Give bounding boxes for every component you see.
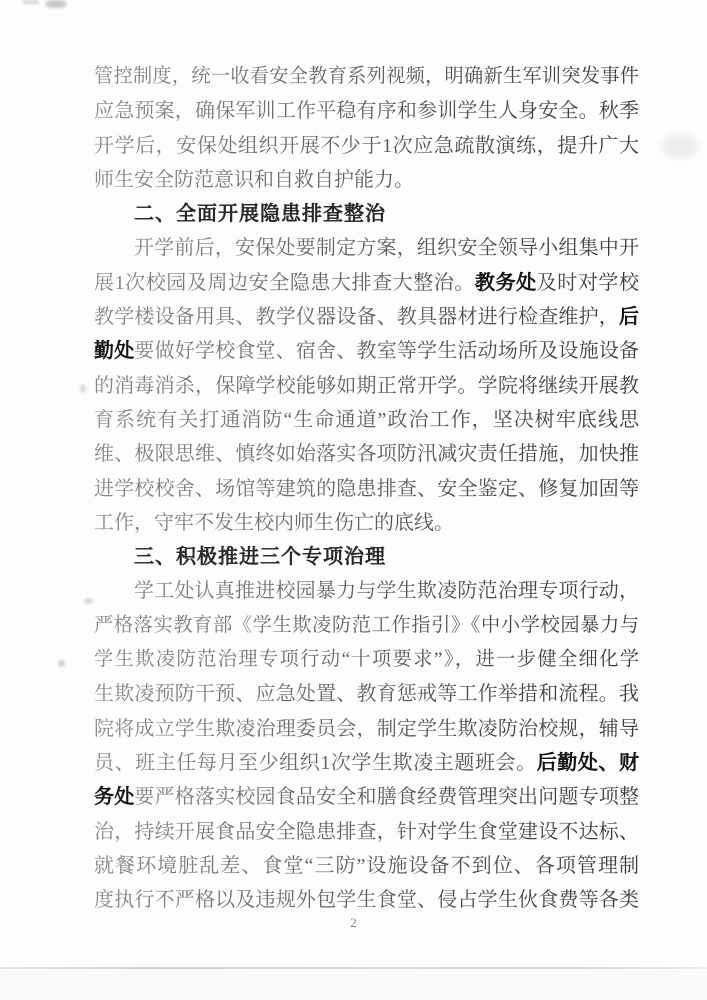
scanner-background <box>0 969 707 1000</box>
text-line <box>94 712 639 746</box>
text-segment: 要严格落实校园食品安全和膳食经费管理突出问题专项整 <box>134 786 640 809</box>
text-line <box>94 163 639 197</box>
text-segment: 学生欺凌防范治理专项行动“十项要求”》，进一步健全细化学 <box>94 649 639 671</box>
text-segment: 要做好学校食堂、宿舍、教室等学生活动场所及设施设备 <box>134 340 640 363</box>
text-segment: 教学楼设备用具、教学仪器设备、教具器材进行检查维护， <box>94 306 619 329</box>
text-line <box>94 300 639 334</box>
scan-artifact-speck <box>84 598 93 604</box>
text-line <box>94 609 639 643</box>
text-line <box>94 506 639 540</box>
text-line <box>94 574 639 608</box>
scan-artifact-smudge <box>46 0 66 8</box>
text-line <box>94 369 639 403</box>
text-segment: 院将成立学生欺凌治理委员会，制定学生欺凌防治校规，辅导 <box>94 717 639 740</box>
text-line <box>94 677 639 711</box>
document-body-text <box>94 60 639 917</box>
scan-artifact-speck <box>58 660 65 667</box>
text-segment: 学工处认真推进校园暴力与学生欺凌防范治理专项行动， <box>134 580 639 603</box>
text-line <box>94 643 639 677</box>
text-line <box>94 780 639 814</box>
text-line <box>94 129 639 163</box>
bold-text-segment: 后勤处、财 <box>536 751 640 774</box>
text-segment: 员、班主任每月至少组织1次学生欺凌主题班会。 <box>94 751 537 774</box>
text-segment: 维、极限思维、慎终如始落实各项防汛减灾责任措施，加快推 <box>94 443 639 466</box>
text-segment: 度执行不严格以及违规外包学生食堂、侵占学生伙食费等各类 <box>94 889 639 912</box>
text-segment: 开学前后，安保处要制定方案，组织安全领导小组集中开 <box>134 237 639 260</box>
text-segment: 生欺凌预防干预、应急处置、教育惩戒等工作举措和流程。我 <box>94 683 639 706</box>
text-line <box>94 266 639 300</box>
bold-text-segment: 教务处 <box>474 271 537 294</box>
text-segment: 治，持续开展食品安全隐患排查，针对学生食堂建设不达标、 <box>94 820 639 843</box>
text-segment: 及时对学校 <box>536 271 640 294</box>
text-segment: 育系统有关打通消防“生命通道”政治工作，坚决树牢底线思 <box>94 408 639 431</box>
text-segment: 师生安全防范意识和自救自护能力。 <box>94 168 414 191</box>
section-heading <box>94 197 639 231</box>
text-segment: 开学后，安保处组织开展不少于1次应急疏散演练，提升广大 <box>94 134 639 157</box>
scan-artifact-speck <box>80 384 86 393</box>
text-segment: 应急预案，确保军训工作平稳有序和参训学生人身安全。秋季 <box>94 100 639 123</box>
text-line <box>94 403 639 437</box>
text-line <box>94 849 639 883</box>
text-segment: 管控制度，统一收看安全教育系列视频，明确新生军训突发事件 <box>94 66 639 87</box>
scan-artifact-smudge <box>23 0 39 4</box>
text-segment: 严格落实教育部《学生欺凌防范工作指引》《中小学校园暴力与 <box>94 614 639 636</box>
page-number: 2 <box>350 915 357 930</box>
text-segment: 的消毒消杀，保障学校能够如期正常开学。学院将继续开展教 <box>94 374 639 397</box>
text-segment: 工作，守牢不发生校内师生伤亡的底线。 <box>94 511 454 534</box>
text-line <box>94 746 639 780</box>
text-line <box>94 437 639 471</box>
text-line <box>94 94 639 128</box>
bold-text-segment: 务处 <box>94 786 135 809</box>
text-segment: 展1次校园及周边安全隐患大排查大整治。 <box>94 271 475 294</box>
scan-artifact-smudge <box>662 134 698 158</box>
text-line <box>94 472 639 506</box>
text-line <box>94 815 639 849</box>
bold-text-segment: 勤处 <box>94 340 135 363</box>
text-line <box>94 231 639 265</box>
section-heading <box>94 540 639 574</box>
text-segment: 三、积极推进三个专项治理 <box>134 546 386 569</box>
text-line <box>94 334 639 368</box>
text-segment: 就餐环境脏乱差、食堂“三防”设施设备不到位、各项管理制 <box>94 854 639 877</box>
text-segment: 二、全面开展隐患排查整治 <box>134 203 386 226</box>
text-segment: 进学校校舍、场馆等建筑的隐患排查、安全鉴定、修复加固等 <box>94 477 639 500</box>
text-line <box>94 60 639 94</box>
bold-text-segment: 后 <box>619 306 639 329</box>
